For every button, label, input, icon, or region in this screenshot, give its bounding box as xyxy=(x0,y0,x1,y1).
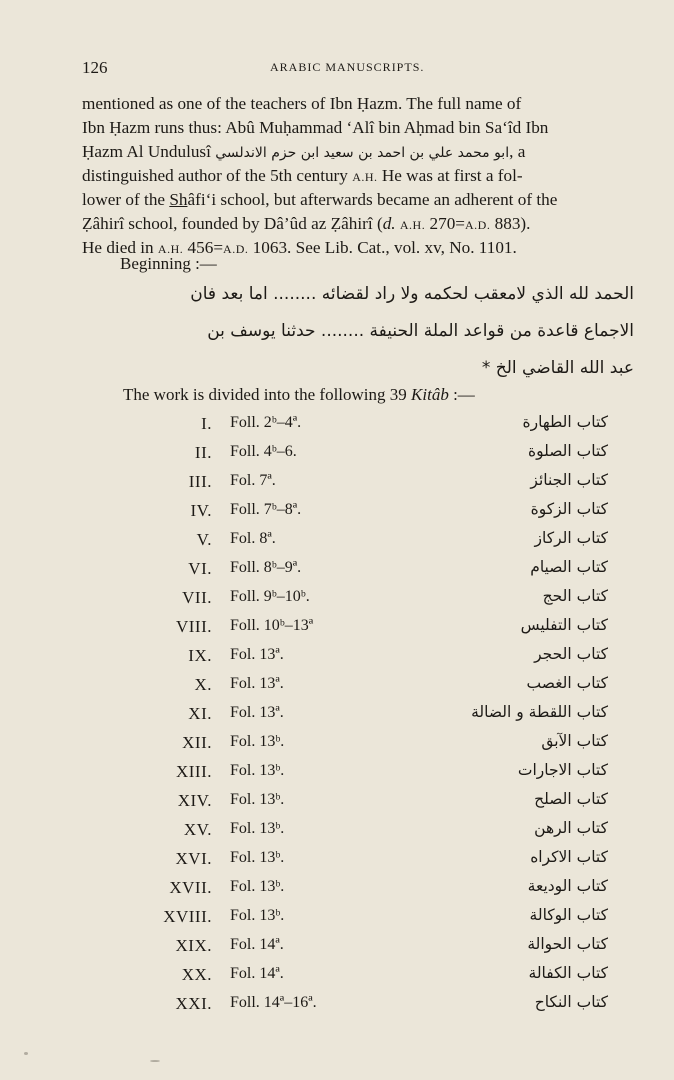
text-run: He died in xyxy=(82,238,158,257)
kitab-folio: Fol. 13ᵇ. xyxy=(230,762,285,779)
paragraph-line xyxy=(82,140,642,164)
kitab-title: كتاب الصيام xyxy=(530,558,608,576)
kitab-title: كتاب الحجر xyxy=(534,645,608,663)
page-blemish xyxy=(150,1060,160,1062)
kitab-row xyxy=(0,816,674,845)
kitab-numeral: XXI. xyxy=(175,994,212,1013)
kitab-numeral: VI. xyxy=(188,559,212,578)
kitab-folio: Foll. 4ᵇ–6. xyxy=(230,443,297,460)
died-abbrev: d. xyxy=(382,214,396,233)
kitab-numeral: XVIII. xyxy=(163,907,212,926)
kitab-list xyxy=(0,410,674,1019)
text-run: 883). xyxy=(490,214,531,233)
kitab-numeral: XX. xyxy=(181,965,212,984)
kitab-numeral: III. xyxy=(188,472,212,491)
kitab-row xyxy=(0,439,674,468)
kitab-title: كتاب الوديعة xyxy=(527,877,608,895)
text-run: Ḥazm Al Undulusî xyxy=(82,142,216,161)
kitab-title: كتاب اللقطة و الضالة xyxy=(471,703,608,721)
kitab-row xyxy=(0,758,674,787)
underlined-digraph: Sh xyxy=(169,190,188,209)
kitab-row xyxy=(0,845,674,874)
kitab-title: كتاب الاكراه xyxy=(530,848,608,866)
paragraph-line xyxy=(82,116,642,140)
intro-term: Kitâb xyxy=(411,385,449,404)
kitab-folio: Fol. 13ᵇ. xyxy=(230,733,285,750)
kitab-row xyxy=(0,932,674,961)
kitab-folio: Fol. 13ᵇ. xyxy=(230,849,285,866)
page-header xyxy=(82,58,632,80)
kitab-folio: Fol. 13ª. xyxy=(230,646,284,663)
text-run: 456= xyxy=(183,238,224,257)
kitab-numeral: II. xyxy=(194,443,212,462)
kitab-numeral: XIV. xyxy=(177,791,212,810)
kitab-folio: Foll. 9ᵇ–10ᵇ. xyxy=(230,588,310,605)
kitab-row xyxy=(0,729,674,758)
kitab-folio: Fol. 13ᵇ. xyxy=(230,878,285,895)
text-run: 1063. See Lib. Cat., vol. xv, No. 1101. xyxy=(248,238,517,257)
text-run: Ibn Ḥazm runs thus: Abû Muḥammad ‘Alî bin Aḥmad bin Sa‘îd Ibn xyxy=(82,118,549,137)
text-run: mentioned as one of the teachers of Ibn Ḥazm. The full name of xyxy=(82,94,522,113)
kitab-title: كتاب الرهن xyxy=(534,819,608,837)
kitab-numeral: XII. xyxy=(182,733,212,752)
kitab-numeral: VII. xyxy=(182,588,212,607)
kitab-title: كتاب الطهارة xyxy=(522,413,608,431)
era-abbrev: A.D. xyxy=(465,218,491,232)
kitab-numeral: I. xyxy=(201,414,212,433)
kitab-row xyxy=(0,584,674,613)
era-abbrev: A.H. xyxy=(157,242,184,256)
kitab-title: كتاب الغصب xyxy=(526,674,608,692)
kitab-row xyxy=(0,410,674,439)
era-abbrev: A.D. xyxy=(223,242,249,256)
text-run: Ẓâhirî school, founded by Dâ’ûd az Ẓâhirî ( xyxy=(82,214,383,233)
page-blemish xyxy=(24,1052,28,1055)
kitab-numeral: IX. xyxy=(188,646,212,665)
kitab-folio: Fol. 13ª. xyxy=(230,704,284,721)
kitab-row xyxy=(0,990,674,1019)
text-run: He was at first a fol- xyxy=(377,166,523,185)
intro-suffix: :— xyxy=(448,385,475,404)
kitab-title: كتاب الآبق xyxy=(541,732,608,750)
text-run: , a xyxy=(509,142,526,161)
text-run: distinguished author of the 5th century xyxy=(82,166,353,185)
kitab-title: كتاب الصلح xyxy=(534,790,608,808)
kitab-title: كتاب الكفالة xyxy=(528,964,608,982)
kitab-numeral: V. xyxy=(196,530,212,549)
kitab-row xyxy=(0,642,674,671)
kitab-numeral: XVI. xyxy=(175,849,212,868)
arabic-name: ابو محمد علي بن احمد بن سعيد ابن حزم الاندلسي xyxy=(215,145,510,161)
kitab-folio: Fol. 14ª. xyxy=(230,965,284,982)
kitab-numeral: XI. xyxy=(188,704,212,723)
kitab-title: كتاب التفليس xyxy=(520,616,608,634)
era-abbrev: A.H. xyxy=(352,170,378,184)
kitab-title: كتاب الركاز xyxy=(534,529,608,547)
kitab-title: كتاب الحج xyxy=(542,587,608,605)
paragraph-line xyxy=(82,188,642,212)
kitab-row xyxy=(0,903,674,932)
paragraph-line xyxy=(82,92,642,116)
kitab-numeral: VIII. xyxy=(175,617,212,636)
kitab-title: كتاب النكاح xyxy=(534,993,608,1011)
kitab-numeral: XIX. xyxy=(175,936,212,955)
kitab-title: كتاب الجنائز xyxy=(530,471,608,489)
paragraph-line xyxy=(82,164,642,188)
arabic-incipit-line: عبد الله القاضي الخ * xyxy=(481,358,634,378)
kitab-folio: Fol. 13ᵇ. xyxy=(230,907,285,924)
arabic-incipit-line: الاجماع قاعدة من قواعد الملة الحنيفة ........ حدثنا يوسف بن xyxy=(207,321,634,341)
description-paragraph xyxy=(82,92,642,260)
text-run: 270= xyxy=(425,214,465,233)
era-abbrev: A.H. xyxy=(399,218,426,232)
kitab-title: كتاب الاجارات xyxy=(517,761,608,779)
text-run: lower of the xyxy=(82,190,170,209)
kitab-folio: Fol. 13ᵇ. xyxy=(230,791,285,808)
arabic-incipit xyxy=(54,276,634,387)
kitab-folio: Foll. 7ᵇ–8ª. xyxy=(230,501,302,518)
kitab-row xyxy=(0,671,674,700)
kitab-folio: Fol. 13ᵇ. xyxy=(230,820,285,837)
kitab-folio: Fol. 13ª. xyxy=(230,675,284,692)
kitab-folio: Foll. 10ᵇ–13ª xyxy=(230,617,314,634)
kitab-row xyxy=(0,787,674,816)
kitab-row xyxy=(0,700,674,729)
page-number: 126 xyxy=(82,58,108,77)
kitab-folio: Fol. 7ª. xyxy=(230,472,276,489)
kitab-row xyxy=(0,874,674,903)
paragraph-line xyxy=(82,212,642,236)
kitab-numeral: XIII. xyxy=(175,762,212,781)
arabic-incipit-line: الحمد لله الذي لامعقب لحكمه ولا راد لقضائه ........ اما بعد فان xyxy=(190,284,634,304)
kitab-folio: Foll. 2ᵇ–4ª. xyxy=(230,414,302,431)
kitab-row xyxy=(0,961,674,990)
kitab-numeral: XV. xyxy=(183,820,212,839)
contents-intro xyxy=(123,385,475,405)
kitab-row xyxy=(0,613,674,642)
kitab-title: كتاب الزكوة xyxy=(530,500,608,518)
kitab-numeral: IV. xyxy=(190,501,212,520)
kitab-row xyxy=(0,497,674,526)
running-head: ARABIC MANUSCRIPTS. xyxy=(270,60,425,74)
kitab-folio: Foll. 8ᵇ–9ª. xyxy=(230,559,302,576)
beginning-label: Beginning :— xyxy=(120,254,217,273)
kitab-numeral: XVII. xyxy=(169,878,212,897)
kitab-row xyxy=(0,468,674,497)
text-run: âfi‘i school, but afterwards became an adherent of the xyxy=(187,190,558,209)
kitab-title: كتاب الصلوة xyxy=(527,442,608,460)
kitab-numeral: X. xyxy=(194,675,212,694)
kitab-title: كتاب الوكالة xyxy=(529,906,608,924)
kitab-folio: Fol. 8ª. xyxy=(230,530,276,547)
kitab-folio: Fol. 14ª. xyxy=(230,936,284,953)
intro-text: The work is divided into the following 39 xyxy=(123,385,412,404)
kitab-row xyxy=(0,526,674,555)
kitab-folio: Foll. 14ª–16ª. xyxy=(230,994,317,1011)
kitab-row xyxy=(0,555,674,584)
kitab-title: كتاب الحوالة xyxy=(527,935,608,953)
